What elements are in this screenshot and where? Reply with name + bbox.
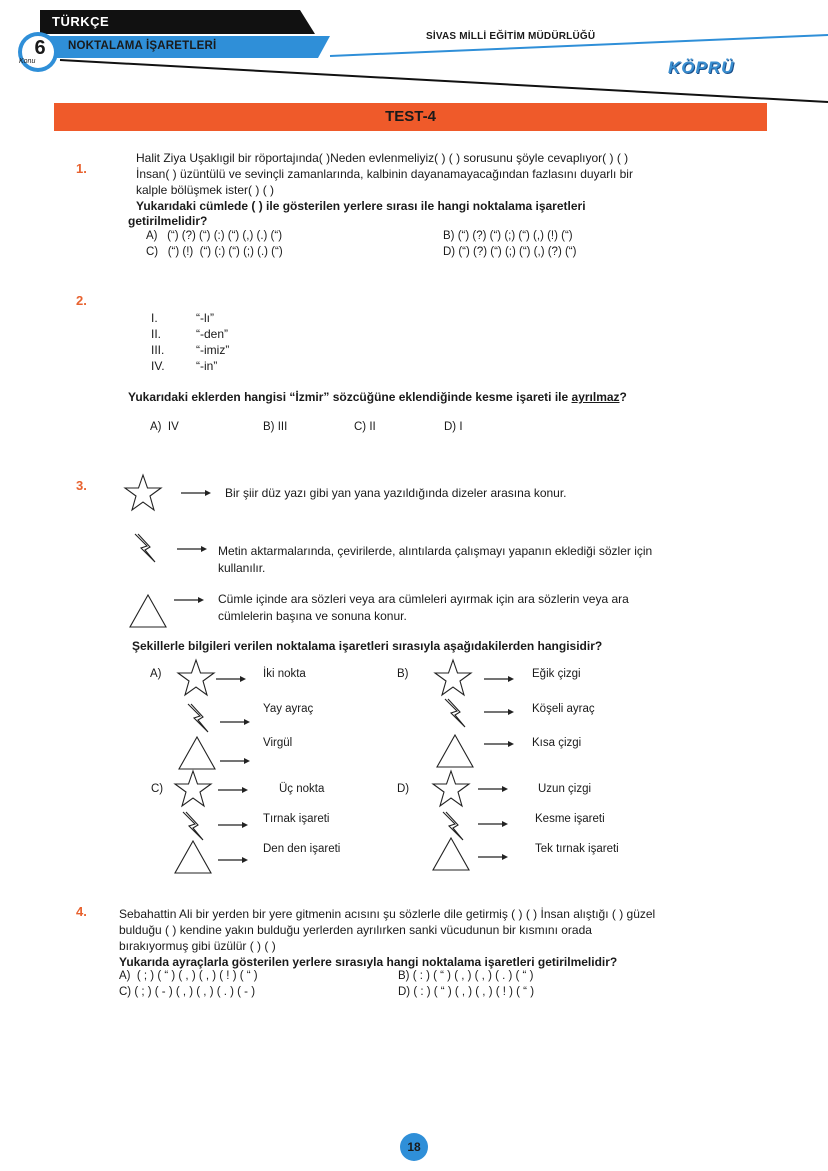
question-4-text-line-2: bulduğu ( ) kendine yakın bulduğu yerlerden ayrılırken sanki vücudunun bir kısmını orada — [119, 923, 592, 937]
page-number: 18 — [407, 1140, 421, 1154]
question-1-stem-line-2: getirilmelidir? — [128, 214, 208, 228]
arrow-icon — [218, 787, 248, 793]
arrow-icon — [484, 676, 514, 682]
arrow-icon — [484, 741, 514, 747]
question-3-option-c-lightning: Tırnak işareti — [263, 813, 330, 825]
triangle-description-line-2: cümlelerin başına ve sonuna konur. — [218, 609, 407, 623]
question-1-text-line-1: Halit Ziya Uşaklıgil bir röportajında( )Neden evlenmeliyiz( ) ( ) sorusunu şöyle cevaplıyor( ) ( ) — [136, 151, 629, 165]
arrow-icon — [478, 854, 508, 860]
lightning-icon — [443, 812, 463, 840]
question-1-option-a[interactable]: A) (“) (?) (“) (:) (“) (,) (.) (“) — [146, 230, 283, 242]
triangle-icon — [437, 735, 473, 767]
question-4-text-line-3: bırakıyormuş gibi üzülür ( ) ( ) — [119, 939, 276, 953]
arrow-icon — [174, 597, 204, 603]
unit-number-badge: 6 — [34, 37, 46, 59]
star-icon — [175, 771, 211, 806]
department-name: SİVAS MİLLİ EĞİTİM MÜDÜRLÜĞÜ — [426, 31, 596, 42]
question-1-number: 1. — [76, 161, 87, 176]
list-item-suffix: “-lı” — [196, 311, 214, 325]
question-1-option-b[interactable]: B) (“) (?) (“) (;) (“) (,) (!) (“) — [443, 230, 573, 242]
list-item-roman: I. — [151, 311, 158, 325]
question-3-option-c-label[interactable]: C) — [151, 783, 164, 795]
question-3-option-d-star: Uzun çizgi — [538, 783, 592, 795]
question-3-option-a-label[interactable]: A) — [150, 668, 162, 680]
triangle-icon — [175, 841, 211, 873]
question-2-stem-prefix: Yukarıdaki eklerden hangisi “İzmir” sözcüğüne eklendiğinde kesme işareti ile — [128, 390, 569, 404]
topic-label: NOKTALAMA İŞARETLERİ — [68, 40, 217, 52]
question-3-option-c-triangle: Den den işareti — [263, 843, 341, 855]
question-4-number: 4. — [76, 904, 87, 919]
question-1-stem-line-1: Yukarıdaki cümlede ( ) ile gösterilen yerlere sırası ile hangi noktalama işaretleri — [136, 199, 586, 213]
arrow-icon — [220, 758, 250, 764]
question-3-option-a-lightning: Yay ayraç — [263, 703, 314, 715]
question-2-stem-suffix: ? — [619, 390, 627, 404]
lightning-icon — [183, 812, 203, 840]
question-4-option-b[interactable]: B) ( : ) ( “ ) ( , ) ( , ) ( . ) ( “ ) — [398, 970, 534, 982]
list-item-suffix: “-den” — [196, 327, 229, 341]
lightning-icon — [135, 534, 155, 562]
lightning-description-line-1: Metin aktarmalarında, çevirilerde, alıntılarda çalışmayı yapanın eklediği sözler için — [218, 544, 653, 558]
question-1-option-c[interactable]: C) (“) (!) (“) (:) (“) (;) (.) (“) — [146, 246, 283, 258]
arrow-icon — [216, 676, 246, 682]
lightning-icon — [188, 704, 208, 732]
question-3-option-b-lightning: Köşeli ayraç — [532, 703, 595, 715]
star-description: Bir şiir düz yazı gibi yan yana yazıldığında dizeler arasına konur. — [225, 486, 567, 500]
question-4-option-c[interactable]: C) ( ; ) ( - ) ( , ) ( , ) ( . ) ( - ) — [119, 986, 256, 998]
star-icon — [435, 660, 471, 695]
arrow-icon — [478, 821, 508, 827]
question-4-option-d[interactable]: D) ( : ) ( “ ) ( , ) ( , ) ( ! ) ( “ ) — [398, 986, 535, 998]
list-item-roman: IV. — [151, 359, 165, 373]
question-2-stem-underlined: ayrılmaz — [571, 390, 620, 404]
arrow-icon — [484, 709, 514, 715]
question-4-stem: Yukarıda ayraçlarla gösterilen yerlere sırasıyla hangi noktalama işaretleri getirilmelidir? — [119, 955, 618, 969]
test-title: TEST-4 — [385, 108, 436, 125]
question-1-text-line-2: İnsan( ) üzüntülü ve sevinçli zamanlarında, kalbinin dayanamayacağından fazlasını duyarlı bir — [136, 167, 633, 181]
page-number-badge — [400, 1133, 428, 1161]
arrow-icon — [478, 786, 508, 792]
question-3-option-b-star: Eğik çizgi — [532, 668, 581, 680]
list-item-roman: III. — [151, 343, 165, 357]
question-3-number: 3. — [76, 478, 87, 493]
question-3-option-a-star: İki nokta — [263, 668, 306, 680]
arrow-icon — [218, 857, 248, 863]
question-3-stem: Şekillerle bilgileri verilen noktalama işaretleri sırasıyla aşağıdakilerden hangisidir? — [132, 639, 603, 653]
triangle-description-line-1: Cümle içinde ara sözleri veya ara cümleleri ayırmak için ara sözlerin veya ara — [218, 592, 629, 606]
triangle-icon — [433, 838, 469, 870]
lightning-description-line-2: kullanılır. — [218, 561, 266, 575]
question-2-option-a[interactable]: A) IV — [150, 421, 179, 433]
arrow-icon — [220, 719, 250, 725]
question-3-option-d-lightning: Kesme işareti — [535, 813, 605, 825]
question-4-option-a[interactable]: A) ( ; ) ( “ ) ( , ) ( , ) ( ! ) ( “ ) — [119, 970, 258, 982]
question-4-text-line-1: Sebahattin Ali bir yerden bir yere gitmenin acısını şu sözlerle dile getirmiş ( ) ( ) İnsan alıştığı ( ) güzel — [119, 907, 656, 921]
question-2-option-c[interactable]: C) II — [354, 421, 376, 433]
question-1-text-line-3: kalple bölüşmek ister( ) ( ) — [136, 183, 275, 197]
list-item-suffix: “-imiz” — [196, 343, 230, 357]
list-item-suffix: “-in” — [196, 359, 218, 373]
question-3-option-b-label[interactable]: B) — [397, 668, 409, 680]
question-3-option-d-triangle: Tek tırnak işareti — [535, 843, 619, 855]
arrow-icon — [177, 546, 207, 552]
kopru-logo: KÖPRÜ — [668, 58, 735, 77]
question-2-number: 2. — [76, 293, 87, 308]
question-2-option-b[interactable]: B) III — [263, 421, 288, 433]
list-item-roman: II. — [151, 327, 162, 341]
question-3-option-d-label[interactable]: D) — [397, 783, 410, 795]
question-2-option-d[interactable]: D) I — [444, 421, 463, 433]
arrow-icon — [181, 490, 211, 496]
unit-label: Konu — [19, 58, 36, 65]
subject-label: TÜRKÇE — [52, 14, 110, 29]
question-1-option-d[interactable]: D) (“) (?) (“) (;) (“) (,) (?) (“) — [443, 246, 577, 258]
question-3-option-a-triangle: Virgül — [263, 737, 293, 749]
arrow-icon — [218, 822, 248, 828]
star-icon — [125, 475, 161, 510]
question-3-option-c-star: Üç nokta — [279, 783, 325, 795]
triangle-icon — [130, 595, 166, 627]
triangle-icon — [179, 737, 215, 769]
star-icon — [178, 660, 214, 695]
lightning-icon — [445, 699, 465, 727]
question-3-option-b-triangle: Kısa çizgi — [532, 737, 582, 749]
star-icon — [433, 771, 469, 806]
